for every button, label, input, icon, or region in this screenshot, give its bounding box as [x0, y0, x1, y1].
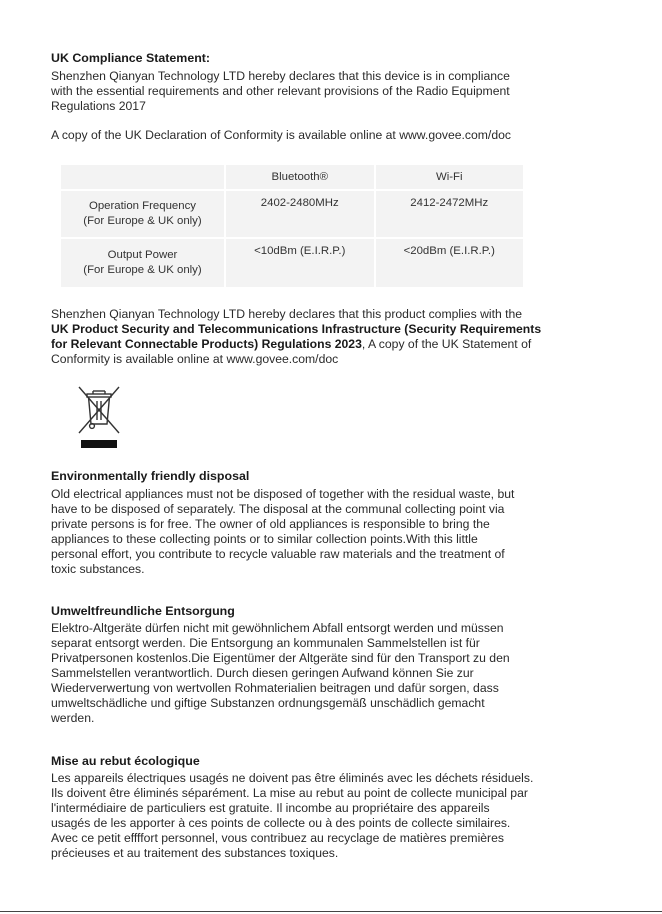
text-line: A copy of the UK Declaration of Conformity is available online at www.govee.com/doc	[51, 128, 511, 142]
cell-wifi-frequency: 2412-2472MHz	[376, 191, 524, 237]
radio-spec-table	[59, 163, 525, 289]
uk-compliance-paragraph	[51, 69, 611, 114]
text-line: umweltschädliche und giftige Substanzen ordnungsgemäß unschädlich gemacht	[51, 696, 485, 710]
table-row	[61, 239, 523, 287]
text-line	[51, 322, 611, 337]
text-line: Elektro-Altgeräte dürfen nicht mit gewöhnlichem Abfall entsorgt werden und müssen	[51, 621, 504, 635]
text-line: Sammelstellen verantwortlich. Durch diesen geringen Aufwand können Sie zur	[51, 666, 474, 680]
row-header-line: (For Europe & UK only)	[83, 264, 202, 276]
cell-bluetooth-output-power: <10dBm (E.I.R.P.)	[226, 239, 374, 287]
text-line: appliances to these collecting points or to similar collection points.With this little	[51, 532, 478, 546]
de-disposal-heading: Umweltfreundliche Entsorgung	[51, 604, 235, 618]
psti-statement-paragraph	[51, 307, 611, 367]
en-disposal-heading: Environmentally friendly disposal	[51, 469, 250, 483]
cell-bluetooth-frequency: 2402-2480MHz	[226, 191, 374, 237]
text-fragment: , A copy of the UK Statement of	[361, 337, 532, 351]
text-line: with the essential requirements and other relevant provisions of the Radio Equipment	[51, 84, 510, 98]
column-header-bluetooth: Bluetooth®	[226, 165, 374, 189]
table-row	[61, 191, 523, 237]
crossed-out-wheelie-bin-icon	[73, 382, 125, 450]
regulation-name-bold: for Relevant Connectable Products) Regulations 2023	[51, 337, 362, 351]
row-header-line: (For Europe & UK only)	[83, 215, 202, 227]
text-line: usagés de les apporter à ces points de collecte ou à des points de collecte similaires.	[51, 816, 511, 830]
text-line: Ils doivent être éliminés séparément. La mise au rebut au point de collecte municipal par	[51, 786, 528, 800]
text-line: toxic substances.	[51, 562, 145, 576]
text-line: separat entsorgt werden. Die Entsorgung an kommunalen Sammelstellen ist für	[51, 636, 480, 650]
text-line: précieuses et au traitement des substances toxiques.	[51, 846, 339, 860]
text-line: have to be disposed of separately. The disposal at the communal collecting point via	[51, 502, 505, 516]
text-line: Shenzhen Qianyan Technology LTD hereby declares that this device is in compliance	[51, 69, 510, 83]
uk-compliance-heading: UK Compliance Statement:	[51, 51, 211, 65]
row-header-operation-frequency	[61, 191, 224, 237]
text-line: Privatpersonen kostenlos.Die Eigentümer der Altgeräte sind für den Transport zu den	[51, 651, 510, 665]
table-corner-cell	[61, 165, 224, 189]
text-line: personal effort, you contribute to recycle valuable raw materials and the treatment of	[51, 547, 505, 561]
fr-disposal-paragraph	[51, 771, 611, 861]
text-line: Regulations 2017	[51, 99, 146, 113]
bottom-divider	[0, 911, 662, 912]
fr-disposal-heading: Mise au rebut écologique	[51, 754, 200, 768]
text-line: l'intermédiaire de particuliers est gratuite. Il incombe au propriétaire des appareils	[51, 801, 490, 815]
regulation-name-bold: UK Product Security and Telecommunications Infrastructure (Security Requirements	[51, 322, 542, 336]
uk-doc-availability	[51, 128, 611, 143]
table-header-row	[61, 165, 523, 189]
en-disposal-paragraph	[51, 487, 611, 577]
column-header-wifi: Wi-Fi	[376, 165, 524, 189]
row-header-output-power	[61, 239, 224, 287]
text-line: werden.	[51, 711, 95, 725]
text-line: Old electrical appliances must not be disposed of together with the residual waste, but	[51, 487, 515, 501]
text-line: Avec ce petit effffort personnel, vous contribuez au recyclage de matières premières	[51, 831, 504, 845]
text-line: Wiederverwertung von wertvollen Rohmaterialien beitragen und dafür sorgen, dass	[51, 681, 499, 695]
text-line: Shenzhen Qianyan Technology LTD hereby declares that this product complies with the	[51, 307, 523, 321]
cell-wifi-output-power: <20dBm (E.I.R.P.)	[376, 239, 524, 287]
text-line: private persons is for free. The owner of old appliances is responsible to bring the	[51, 517, 490, 531]
row-header-line: Output Power	[107, 249, 178, 261]
text-line: Les appareils électriques usagés ne doivent pas être éliminés avec les déchets résiduels.	[51, 771, 534, 785]
row-header-line: Operation Frequency	[88, 200, 196, 212]
de-disposal-paragraph	[51, 621, 611, 726]
text-line	[51, 337, 611, 352]
text-line: Conformity is available online at www.govee.com/doc	[51, 352, 339, 366]
